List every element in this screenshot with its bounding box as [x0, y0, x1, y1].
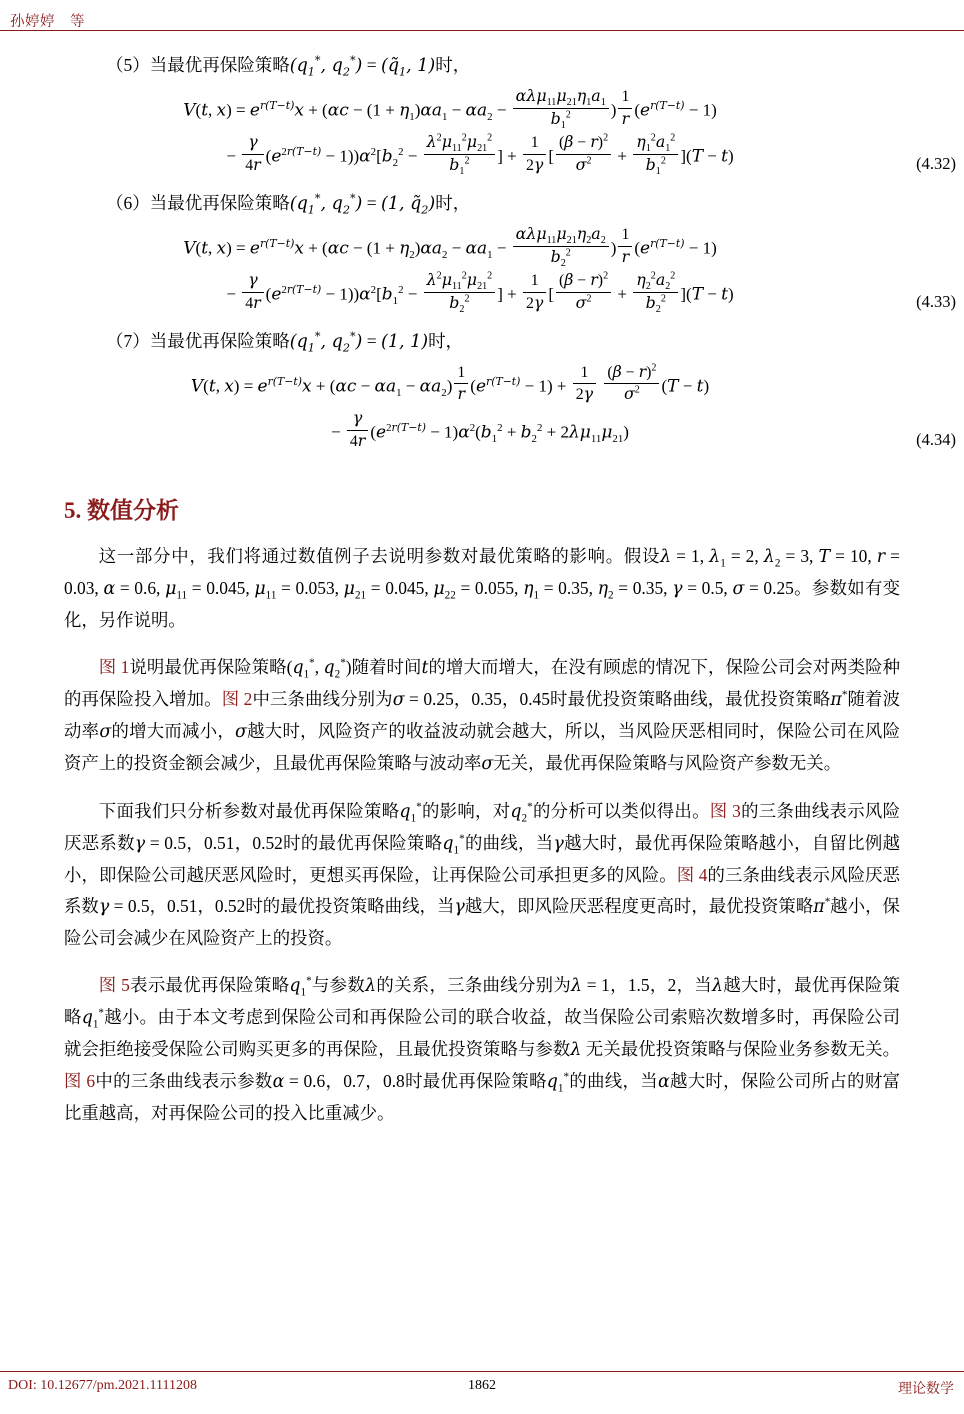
case-7-text: （7）当最优再保险策略: [106, 330, 290, 351]
paragraph-1: 这一部分中，我们将通过数值例子去说明参数对最优策略的影响。假设λ = 1, $\lambda_1 = 2$, $\lambda_2 = 3$, T = 10, r = 0.03, α = 0.6, $\mu_{11} = 0.045$, $\mu_{11} = 0.053$, $\mu_{21} = 0.045$, $\mu_{22} = 0.055$, $\eta_1 = 0.35$, $\eta_2 = 0.35$, γ = 0.5, σ = 0.25。参数如有变化，另作说明。: [64, 545, 901, 630]
paragraph-4: 图 5表示最优再保险策略$q_1^*$与参数λ的关系，三条曲线分别为λ = 1，1.5，2，当λ越大时，最优再保险策略$q_1^*$越小。由于本文考虑到保险公司和再保险公司的联合收益，故当保险公司索赔次数增多时，再保险公司就会拒绝接受保险公司购买更多的再保险，且最优投资策略与参数λ 无关最优投资策略与保险业务参数无关。图 6中的三条曲线表示参数α = 0.6，0.7，0.8时最优再保险策略$q_1^*$的曲线，当α越大时，保险公司所占的财富比重越高，对再保险公司的投入比重减少。: [64, 974, 900, 1123]
page-header: [0, 10, 964, 40]
page-footer: [0, 1376, 964, 1402]
equation-4-32-line-1: V(t, $x) = e^{r(T-t)}x + (\alpha c - (1 + \eta_1)\alpha a_1 - \alpha a_2$ − $\frac{\alpha\lambda\mu_{11}\mu_{21}\eta_1a_1}{b_1^2}$ ) $\frac{1}{r}$ $(e^{r(T-t)} - 1)$: [183, 86, 717, 131]
equation-4-33: [0, 225, 964, 318]
paragraph-2: 图 1说明最优再保险策略($q_1^*$, $q_2^*$)随着时间t的增大而增大，在没有顾虑的情况下，保险公司会对两类险种的再保险投入增加。图 2中三条曲线分别为σ = 0.25，0.35，0.45时最优投资策略曲线，最优投资策略π*随着波动率σ的增大而减小，σ越大时，风险资产的收益波动就会越大，所以，当风险厌恶相同时，保险公司在风险资产上的投资金额会减少，且最优再保险策略与波动率σ无关，最优再保险策略与风险资产参数无关。: [64, 656, 901, 774]
case-5-text: （5）当最优再保险策略: [106, 55, 290, 75]
running-head-author: 孙婷婷 等: [10, 14, 85, 30]
equation-4-33-tag: (4.33): [916, 291, 956, 311]
equation-4-34-line-1: V(t, $x) = e^{r(T-t)}x + (\alpha c - \alpha a_1 - \alpha a_2)$ $\frac{1}{r}$ $(e^{r(T-t)} - 1)$ + $\frac{1}{2\gamma}$ $\frac{(\beta - r)^2}{\sigma^2}$ (T − t): [190, 361, 710, 404]
equation-4-32-tag: (4.32): [916, 153, 956, 173]
figure-ref-3[interactable]: 图 3: [709, 800, 741, 821]
figure-ref-5[interactable]: 图 5: [98, 974, 130, 995]
doi-text[interactable]: DOI: 10.12677/pm.2021.1111208: [8, 1378, 197, 1393]
section-title: 5. 数值分析: [64, 497, 179, 523]
page-number: 1862: [468, 1378, 496, 1393]
equation-4-34-line-2: − $\frac{\gamma}{4r}$ $(e^{2r(T-t)} - 1)\alpha^2(b_1^2 + b_2^2 + 2\lambda\mu_{11}\mu_{21})$: [331, 408, 629, 450]
equation-4-34-tag: (4.34): [916, 429, 956, 449]
equation-4-32-line-2: − $\frac{\gamma}{4r}$ $(e^{2r(T-t)} - 1))\alpha^2[b_2^2$ − $\frac{\lambda^2\mu_{11}^2\mu_{21}^2}{b_1^2}$ ] + $\frac{1}{2\gamma}$ [ $\frac{(\beta - r)^2}{\sigma^2}$ + $\frac{\eta_1^2a_1^2}{b_1^2}$ ](T − t): [226, 132, 734, 178]
paragraph-3: 下面我们只分析参数对最优再保险策略$q_1^*$的影响，对$q_2^*$的分析可以类似得出。图 3的三条曲线表示风险厌恶系数γ = 0.5，0.51，0.52时的最优再保险策略$q_1^*$的曲线，当γ越大时，最优再保险策略越小，自留比例越小，即保险公司越厌恶风险时，更想买再保险，让再保险公司承担更多的风险。图 4的三条曲线表示风险厌恶系数γ = 0.5，0.51，0.52时的最优投资策略曲线，当γ越大，即风险厌恶程度更高时，最优投资策略π*越小，保险公司会减少在风险资产上的投资。: [64, 800, 900, 948]
figure-ref-4[interactable]: 图 4: [676, 864, 708, 885]
figure-ref-2[interactable]: 图 2: [221, 688, 253, 709]
case-label-7: （7）当最优再保险策略($q_1^*$, $q_2^*) = (1$, 1)时，: [106, 329, 464, 355]
equation-4-34: [0, 363, 964, 456]
footer-divider: [0, 1371, 964, 1372]
equation-4-33-line-1: V(t, $x) = e^{r(T-t)}x + (\alpha c - (1 + \eta_2)\alpha a_2 - \alpha a_1$ − $\frac{\alpha\lambda\mu_{11}\mu_{21}\eta_2a_2}{b_2^2}$ ) $\frac{1}{r}$ $(e^{r(T-t)} - 1)$: [183, 223, 717, 269]
case-label-6: （6）当最优再保险策略($q_1^*$, $q_2^*) = (1$, $q̃_2$)时，: [106, 192, 471, 217]
equation-4-33-line-2: − $\frac{\gamma}{4r}$ $(e^{2r(T-t)} - 1))\alpha^2[b_1^2$ − $\frac{\lambda^2\mu_{11}^2\mu_{21}^2}{b_2^2}$ ] + $\frac{1}{2\gamma}$ [ $\frac{(\beta - r)^2}{\sigma^2}$ + $\frac{\eta_2^2a_2^2}{b_2^2}$ ](T − t): [226, 270, 734, 316]
header-divider: [0, 30, 964, 31]
case-6-text: （6）当最优再保险策略: [106, 192, 290, 213]
journal-name: 理论数学: [898, 1382, 954, 1397]
figure-ref-6[interactable]: 图 6: [64, 1070, 96, 1091]
document-body: [0, 50, 964, 1129]
case-label-5: （5）当最优再保险策略($q_1^*$, $q_2^*$) = ($q̃_1$, 1)时，: [106, 54, 471, 79]
figure-ref-1[interactable]: 图 1: [98, 656, 130, 677]
equation-4-32: [0, 87, 964, 180]
